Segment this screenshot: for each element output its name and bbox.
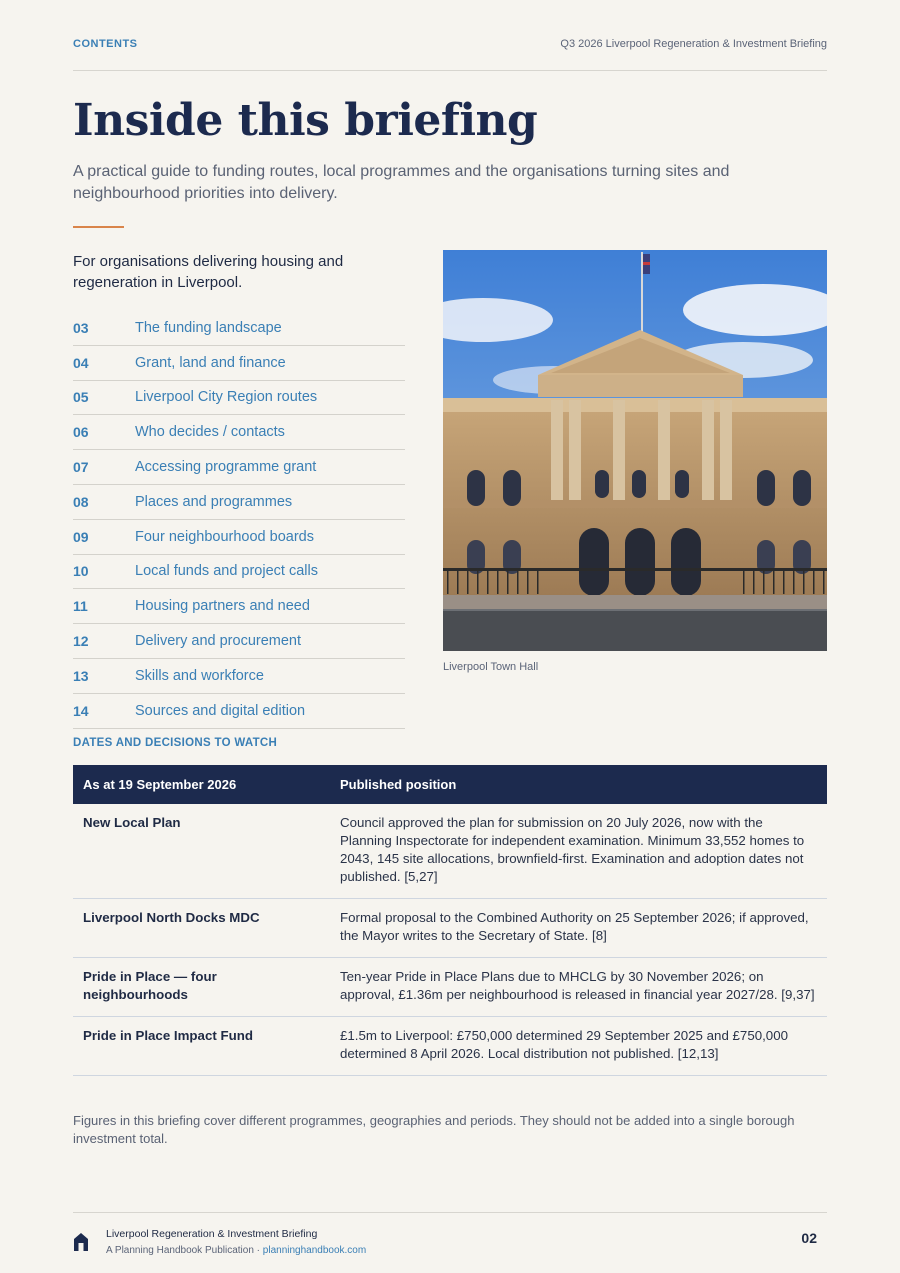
page-subtitle: A practical guide to funding routes, local programmes and the organisations turning sites and neighbourhood priorities into delivery. (73, 163, 730, 202)
toc-item[interactable] (73, 381, 405, 416)
page-header (73, 38, 827, 71)
toc-label[interactable]: Who decides / contacts (135, 424, 285, 441)
row-item: Liverpool North Docks MDC (73, 899, 330, 958)
town-hall-photo (443, 250, 827, 651)
toc-label[interactable]: Grant, land and finance (135, 354, 286, 371)
toc-item[interactable] (73, 450, 405, 485)
toc-label[interactable]: Housing partners and need (135, 598, 310, 615)
toc-label[interactable]: Accessing programme grant (135, 459, 317, 476)
row-position: Ten-year Pride in Place Plans due to MHCLG by 30 November 2026; on approval, £1.36m per neighbourhood is released in financial year 2027/28. [9,37] (330, 958, 827, 1017)
toc-page-number: 11 (73, 598, 88, 615)
toc-label[interactable]: Sources and digital edition (135, 702, 306, 719)
toc-page-number: 10 (73, 563, 89, 580)
section-heading: DATES AND DECISIONS TO WATCH (73, 737, 278, 749)
toc-item[interactable] (73, 415, 405, 450)
toc-page-number: 04 (73, 354, 89, 371)
footer-publisher: A Planning Handbook Publication · (106, 1245, 263, 1256)
toc-label[interactable]: Delivery and procurement (135, 633, 302, 650)
page-title: Inside this briefing (73, 95, 538, 146)
toc-item[interactable] (73, 694, 405, 729)
toc-label[interactable]: Liverpool City Region routes (135, 389, 318, 406)
column-header: Published position (330, 765, 827, 804)
row-position: Formal proposal to the Combined Authority on 25 September 2026; if approved, the Mayor writes to the Secretary of State. [8] (330, 899, 827, 958)
row-position: £1.5m to Liverpool: £750,000 determined 29 September 2025 and £750,000 determined 8 April 2026. Local distribution not published. [12,13] (330, 1017, 827, 1076)
footer-title: Liverpool Regeneration & Investment Briefing (106, 1228, 318, 1240)
toc-item[interactable] (73, 624, 405, 659)
accent-divider (73, 226, 124, 228)
toc-label[interactable]: Skills and workforce (135, 667, 264, 684)
photo-caption: Liverpool Town Hall (443, 661, 539, 673)
toc-item[interactable] (73, 589, 405, 624)
toc-label[interactable]: Four neighbourhood boards (135, 528, 314, 545)
toc-page-number: 03 (73, 319, 89, 336)
toc-item[interactable] (73, 659, 405, 694)
toc-page-number: 12 (73, 633, 89, 650)
table-row (73, 899, 827, 958)
table-header-row (73, 765, 827, 804)
dates-decisions-table (73, 765, 827, 1076)
row-item: New Local Plan (73, 804, 330, 899)
toc-page-number: 07 (73, 459, 89, 476)
toc-page-number: 08 (73, 493, 89, 510)
toc-item[interactable] (73, 520, 405, 555)
publisher-logo-icon (73, 1232, 89, 1252)
table-row (73, 804, 827, 899)
page-footer (73, 1212, 827, 1262)
footer-website-link[interactable]: planninghandbook.com (262, 1245, 367, 1256)
page-number: 02 (801, 1230, 817, 1246)
toc-item[interactable] (73, 555, 405, 590)
toc-page-number: 06 (73, 424, 89, 441)
section-label: CONTENTS (73, 38, 138, 50)
toc-page-number: 09 (73, 528, 89, 545)
document-title: Q3 2026 Liverpool Regeneration & Investment Briefing (560, 38, 827, 50)
toc-item[interactable] (73, 485, 405, 520)
table-row (73, 1017, 827, 1076)
toc-page-number: 13 (73, 667, 89, 684)
table-row (73, 958, 827, 1017)
toc-label[interactable]: Places and programmes (135, 493, 293, 510)
row-item: Pride in Place — four neighbourhoods (73, 958, 330, 1017)
intro-text: For organisations delivering housing and regeneration in Liverpool. (73, 253, 344, 291)
footer-publication (106, 1245, 366, 1256)
toc-page-number: 05 (73, 389, 89, 406)
toc-page-number: 14 (73, 702, 89, 719)
row-item: Pride in Place Impact Fund (73, 1017, 330, 1076)
toc-item[interactable] (73, 346, 405, 381)
column-header: As at 19 September 2026 (73, 765, 330, 804)
toc-item[interactable] (73, 311, 405, 346)
table-of-contents (73, 311, 405, 729)
footnote: Figures in this briefing cover different programmes, geographies and periods. They should not be added into a single borough investment total. (73, 1113, 795, 1146)
toc-label[interactable]: Local funds and project calls (135, 563, 318, 580)
toc-label[interactable]: The funding landscape (135, 319, 282, 336)
row-position: Council approved the plan for submission on 20 July 2026, now with the Planning Inspectorate for independent examination. Minimum 33,552 homes to 2043, 145 site allocations, brownfield-first. Examination and adoption dates not published. [5,27] (330, 804, 827, 899)
